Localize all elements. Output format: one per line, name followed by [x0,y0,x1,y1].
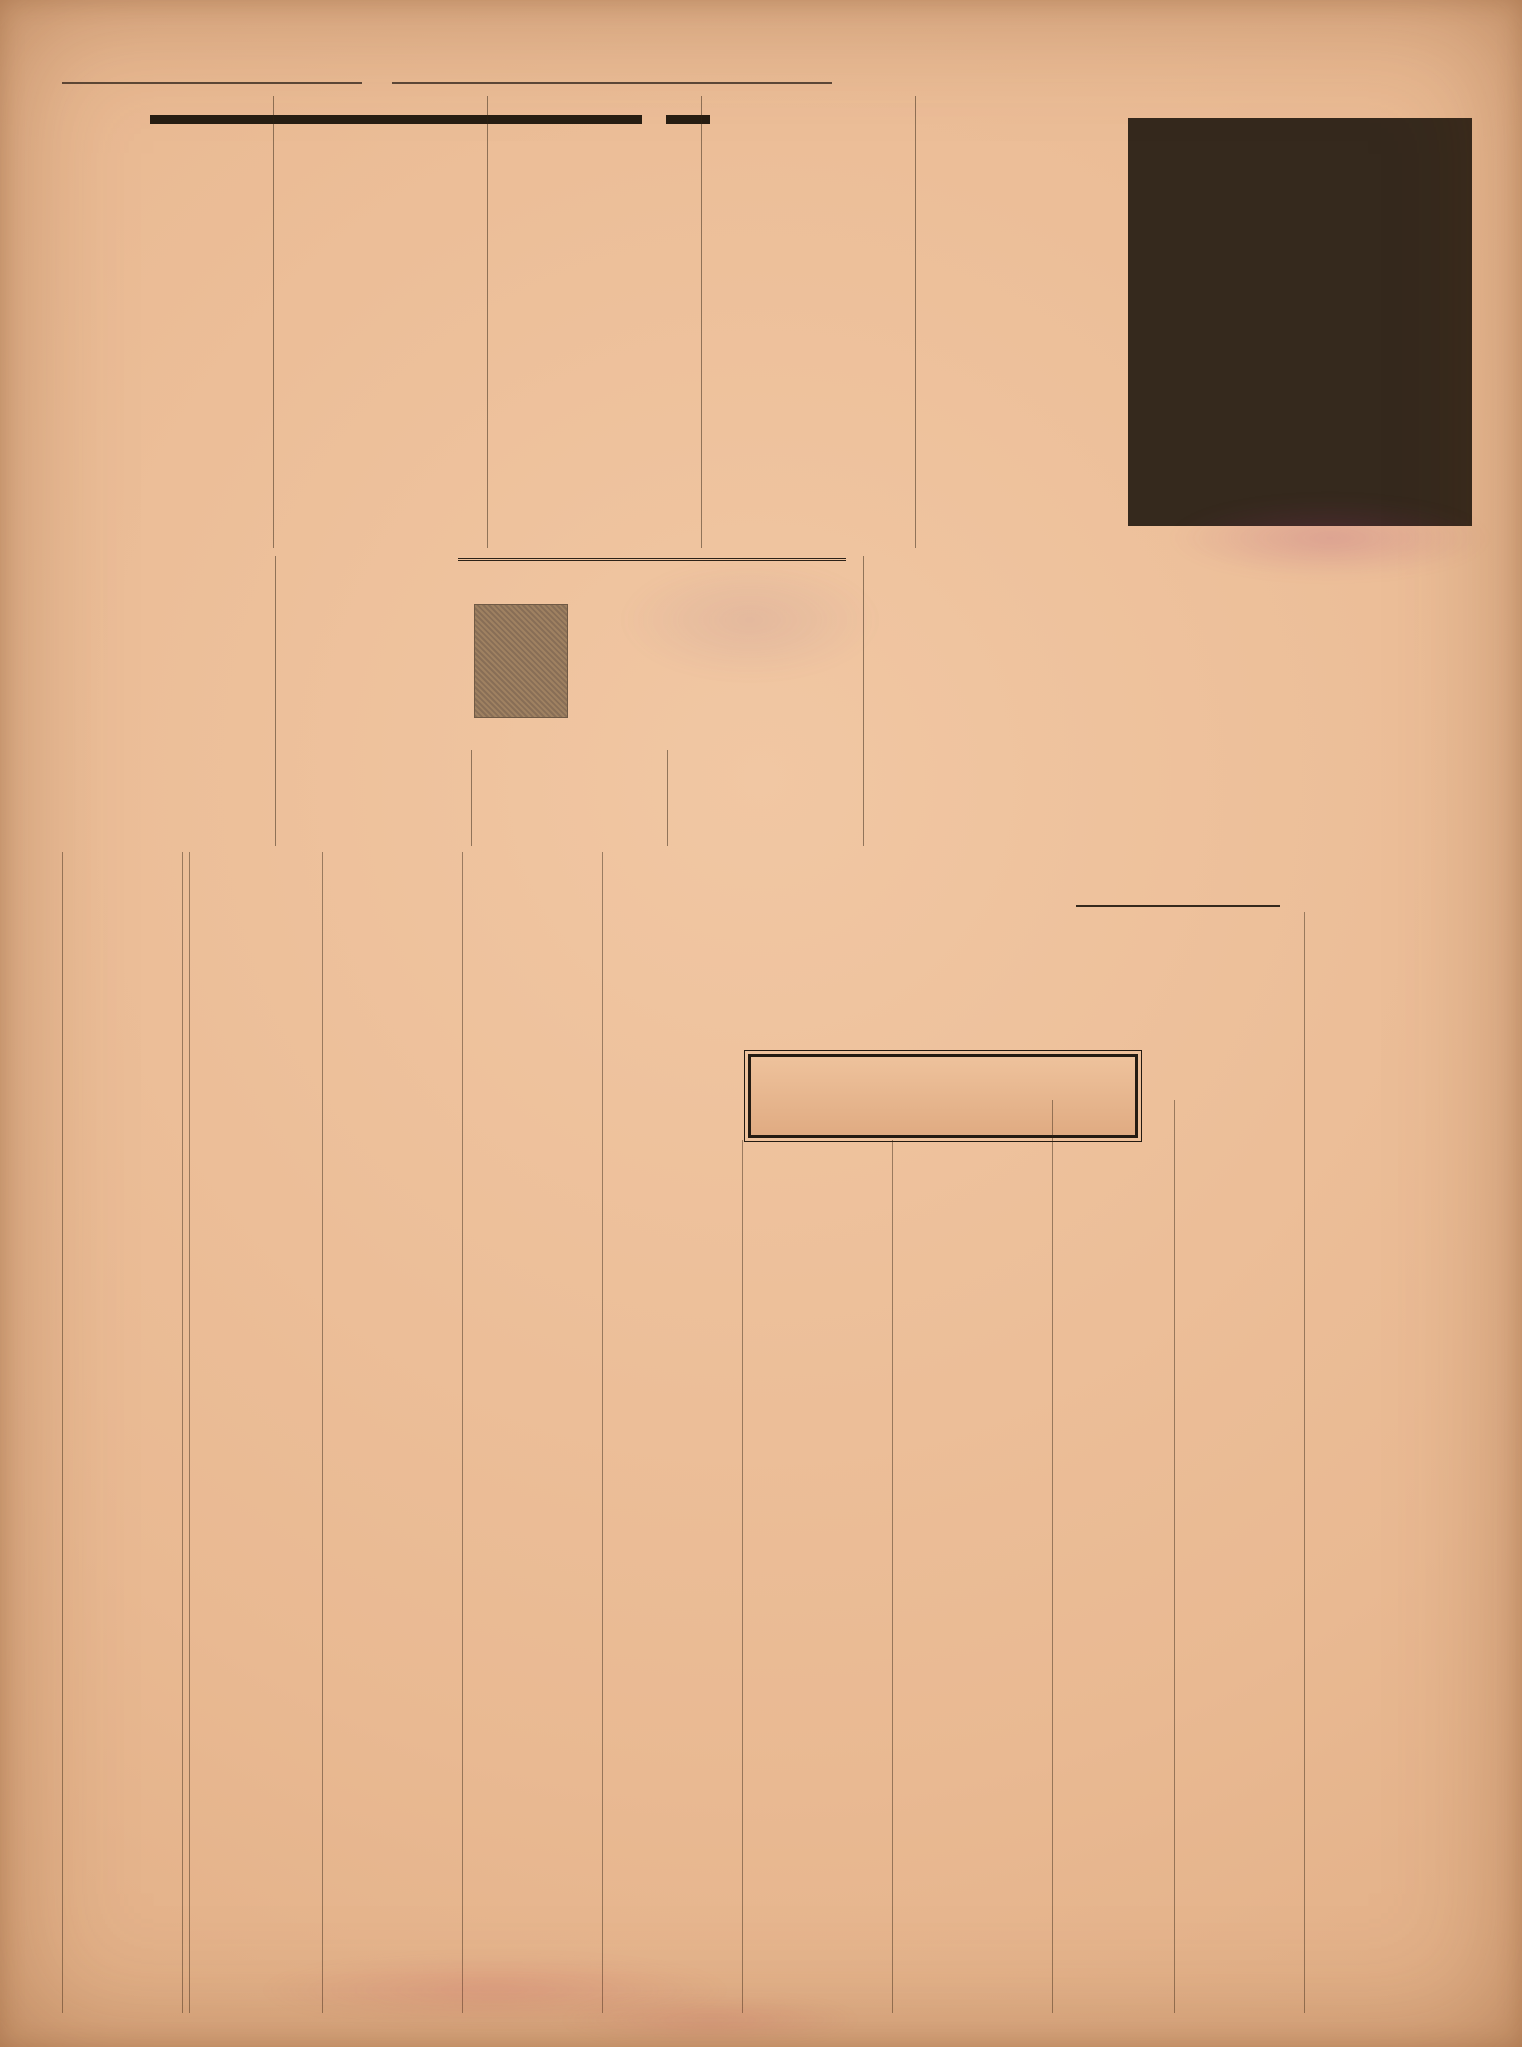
classified-column [462,852,609,2013]
article-column [273,96,480,548]
story-continuation [742,852,1048,1044]
classified-column [1052,1100,1181,2013]
article-column [701,96,908,548]
classified-column [182,852,329,2013]
article-column [487,96,694,548]
article-column [62,96,266,548]
solution-grid [1076,905,1281,907]
column-rule [863,556,864,846]
classified-column [322,852,469,2013]
lead-article [62,96,1122,548]
classified-column [1304,912,1515,2013]
crossword-clues [1134,534,1515,900]
column-rule [667,750,668,846]
classified-column [742,1140,899,2013]
header-rule [62,82,362,84]
page-header [62,44,1460,88]
classified-column [892,1140,1055,2013]
story-column [870,552,1052,850]
crossword-solution [1054,900,1302,907]
column-rule [471,750,472,846]
story-column [478,552,660,850]
classified-column [602,852,749,2013]
story-column [282,552,464,850]
classified-column [1174,1100,1311,2013]
story-column [62,552,268,850]
header-rule [392,82,832,84]
crossword-grid [1128,118,1472,526]
classified-column [62,852,190,2013]
serial-story [62,552,1052,850]
article-column [915,96,1122,548]
story-column [674,552,856,850]
column-rule [275,556,276,846]
crossword-row-numbers [1474,118,1500,522]
crossword-column-numbers [1128,97,1472,117]
